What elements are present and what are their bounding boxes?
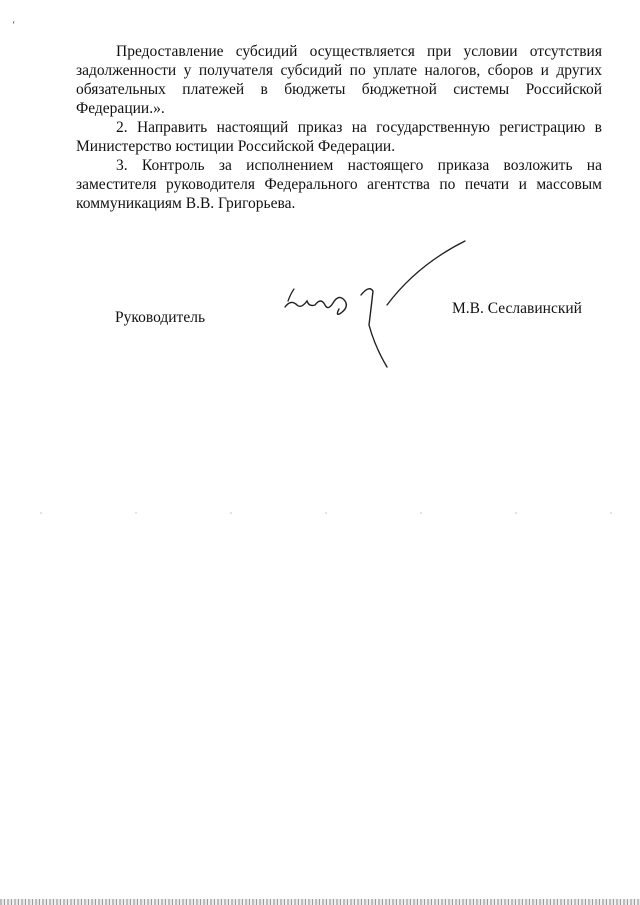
scan-bottom-edge [0, 899, 640, 905]
document-body [76, 42, 602, 213]
paragraph-subsidy-condition: Предоставление субсидий осуществляется при условии отсутствия задолженности у получателя субсидий по уплате налогов, сборов и других обязательных платежей в бюджеты бюджетной системы Российской Федерации.». [76, 43, 602, 117]
signatory-title: Руководитель [115, 309, 206, 326]
handwritten-signature [275, 235, 475, 375]
paragraph-registration: 2. Направить настоящий приказ на государственную регистрацию в Министерство юстиции Российской Федерации. [76, 119, 602, 155]
signatory-name: М.В. Сеславинский [452, 300, 582, 317]
scan-corner-mark: ‘ [12, 20, 16, 31]
paragraph-control: 3. Контроль за исполнением настоящего приказа возложить на заместителя руководителя Федерального агентства по печати и массовым коммуникациям В.В. Григорьева. [76, 157, 602, 212]
scan-artifact-line [0, 512, 640, 514]
